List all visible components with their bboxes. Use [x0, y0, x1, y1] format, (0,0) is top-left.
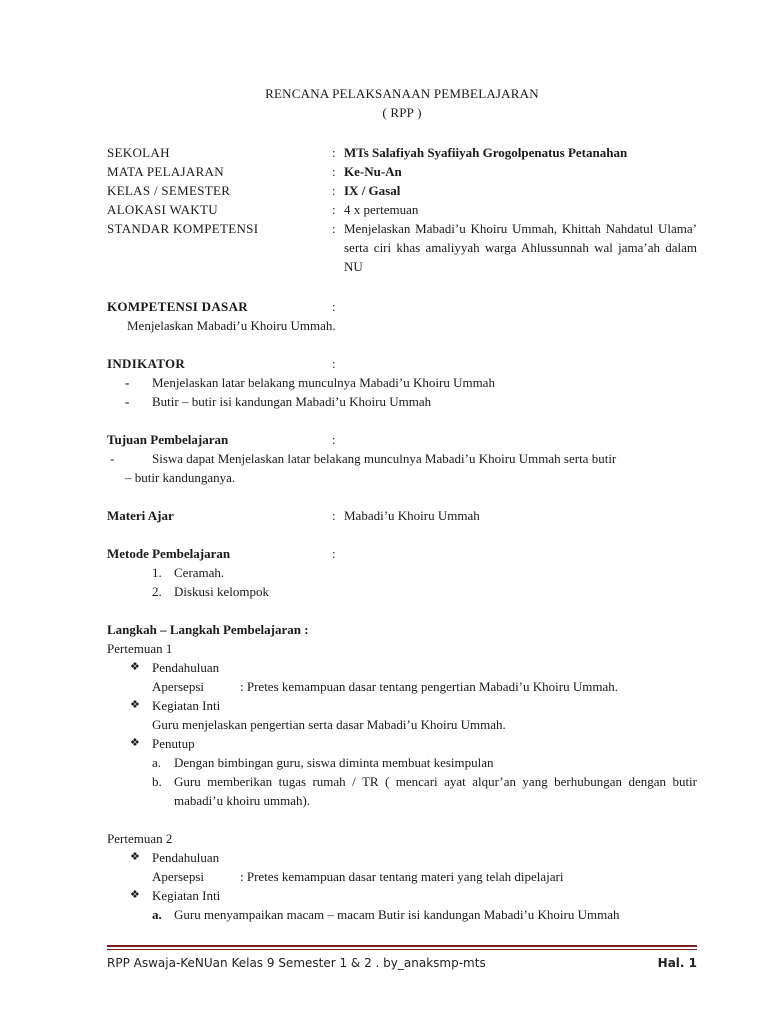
list-item-text: Pendahuluan — [152, 850, 220, 865]
section-heading: Langkah – Langkah Pembelajaran : — [107, 622, 309, 637]
list-item-text: Menjelaskan latar belakang munculnya Mabadi’u Khoiru Ummah — [152, 375, 495, 390]
section-colon: : — [332, 432, 336, 447]
list-item-text: Pendahuluan — [152, 660, 220, 675]
apersepsi-row — [107, 677, 697, 696]
footer-rule-thick — [107, 945, 697, 947]
identity-key: MATA PELAJARAN — [107, 164, 224, 179]
apersepsi-text: : Pretes kemampuan dasar tentang pengertian Mabadi’u Khoiru Ummah. — [240, 679, 618, 694]
section-colon: : — [332, 356, 336, 371]
section-indikator — [107, 354, 697, 411]
page-footer — [107, 954, 697, 973]
section-heading: KOMPETENSI DASAR — [107, 299, 248, 314]
list-item — [107, 392, 697, 411]
kompetensi-text: Menjelaskan Mabadi’u Khoiru Ummah. — [127, 318, 336, 333]
section-tujuan — [107, 430, 697, 487]
inti-text: Guru menjelaskan pengertian serta dasar Mabadi’u Khoiru Ummah. — [152, 717, 506, 732]
list-number: 1. — [152, 565, 162, 580]
identity-key: STANDAR KOMPETENSI — [107, 221, 259, 236]
list-item-text: Guru memberikan tugas rumah / TR ( mencari ayat alqur’an yang berhubungan dengan butir mabadi’u khoiru ummah). — [174, 774, 697, 808]
apersepsi-text: : Pretes kemampuan dasar tentang materi yang telah dipelajari — [240, 869, 564, 884]
section-kompetensi — [107, 297, 697, 335]
meeting-2-title: Pertemuan 2 — [107, 831, 173, 846]
list-item-text: Siswa dapat Menjelaskan latar belakang munculnya Mabadi’u Khoiru Ummah serta butir — [152, 451, 617, 466]
section-langkah — [107, 620, 697, 924]
footer-text: RPP Aswaja-KeNUan Kelas 9 Semester 1 & 2 . by_anaksmp-mts — [107, 956, 486, 970]
list-item — [107, 734, 697, 753]
document-body — [107, 84, 697, 924]
identity-value: MTs Salafiyah Syafiiyah Grogolpenatus Petanahan — [344, 145, 628, 160]
diamond-bullet-icon: ❖ — [130, 889, 140, 901]
section-heading: Materi Ajar — [107, 508, 174, 523]
identity-value: Ke-Nu-An — [344, 164, 402, 179]
list-item — [107, 905, 697, 924]
apersepsi-label: Apersepsi — [152, 679, 204, 694]
doc-title: RENCANA PELAKSANAAN PEMBELAJARAN — [265, 86, 539, 101]
identity-colon: : — [332, 183, 336, 198]
footer-rule-thin — [107, 949, 697, 950]
identity-colon: : — [332, 221, 336, 236]
list-item — [107, 753, 697, 772]
dash-marker: - — [125, 375, 130, 390]
list-item — [107, 772, 697, 810]
list-item — [107, 373, 697, 392]
list-item — [107, 886, 697, 905]
list-item — [107, 563, 697, 582]
apersepsi-label: Apersepsi — [152, 869, 204, 884]
list-item-text: Butir – butir isi kandungan Mabadi’u Khoiru Ummah — [152, 394, 432, 409]
list-item-text: Ceramah. — [174, 565, 225, 580]
section-metode — [107, 544, 697, 601]
page-number: Hal. 1 — [657, 956, 697, 970]
identity-row-standar — [107, 219, 697, 276]
list-item-text: Kegiatan Inti — [152, 888, 221, 903]
list-number: 2. — [152, 584, 162, 599]
section-colon: : — [332, 299, 336, 314]
doc-subtitle: ( RPP ) — [382, 105, 422, 120]
apersepsi-row — [107, 867, 697, 886]
list-item — [107, 449, 697, 468]
dash-marker: - — [110, 451, 115, 466]
identity-table — [107, 143, 697, 276]
identity-value: Menjelaskan Mabadi’u Khoiru Ummah, Khittah Nahdatul Ulama’ serta ciri khas amaliyyah warga Ahlussunnah wal jama’ah dalam NU — [344, 221, 697, 274]
list-item-text: Kegiatan Inti — [152, 698, 221, 713]
section-colon: : — [332, 546, 336, 561]
list-item — [107, 658, 697, 677]
diamond-bullet-icon: ❖ — [130, 699, 140, 711]
identity-row-mata-pelajaran — [107, 162, 697, 181]
identity-row-alokasi — [107, 200, 697, 219]
identity-colon: : — [332, 145, 336, 160]
identity-colon: : — [332, 202, 336, 217]
diamond-bullet-icon: ❖ — [130, 851, 140, 863]
section-materi — [107, 506, 697, 525]
section-colon: : — [332, 508, 336, 523]
section-heading: Tujuan Pembelajaran — [107, 432, 229, 447]
list-item-text: Guru menyampaikan macam – macam Butir isi kandungan Mabadi’u Khoiru Ummah — [174, 907, 620, 922]
identity-value: 4 x pertemuan — [344, 202, 419, 217]
list-item — [107, 582, 697, 601]
diamond-bullet-icon: ❖ — [130, 737, 140, 749]
identity-colon: : — [332, 164, 336, 179]
list-item-text: Penutup — [152, 736, 195, 751]
list-letter: a. — [152, 907, 162, 922]
list-item — [107, 848, 697, 867]
identity-key: ALOKASI WAKTU — [107, 202, 218, 217]
meeting-1-title: Pertemuan 1 — [107, 641, 173, 656]
materi-value: Mabadi’u Khoiru Ummah — [344, 508, 480, 523]
list-letter: b. — [152, 774, 162, 789]
identity-row-sekolah — [107, 143, 697, 162]
identity-value: IX / Gasal — [344, 183, 401, 198]
list-letter: a. — [152, 755, 162, 770]
diamond-bullet-icon: ❖ — [130, 661, 140, 673]
identity-key: SEKOLAH — [107, 145, 170, 160]
identity-row-kelas — [107, 181, 697, 200]
list-item — [107, 696, 697, 715]
list-item-text: Diskusi kelompok — [174, 584, 269, 599]
dash-marker: - — [125, 394, 130, 409]
section-heading: Metode Pembelajaran — [107, 546, 231, 561]
list-item-continuation: – butir kandunganya. — [125, 470, 236, 485]
identity-key: KELAS / SEMESTER — [107, 183, 231, 198]
section-heading: INDIKATOR — [107, 356, 186, 371]
list-item-text: Dengan bimbingan guru, siswa diminta membuat kesimpulan — [174, 755, 494, 770]
